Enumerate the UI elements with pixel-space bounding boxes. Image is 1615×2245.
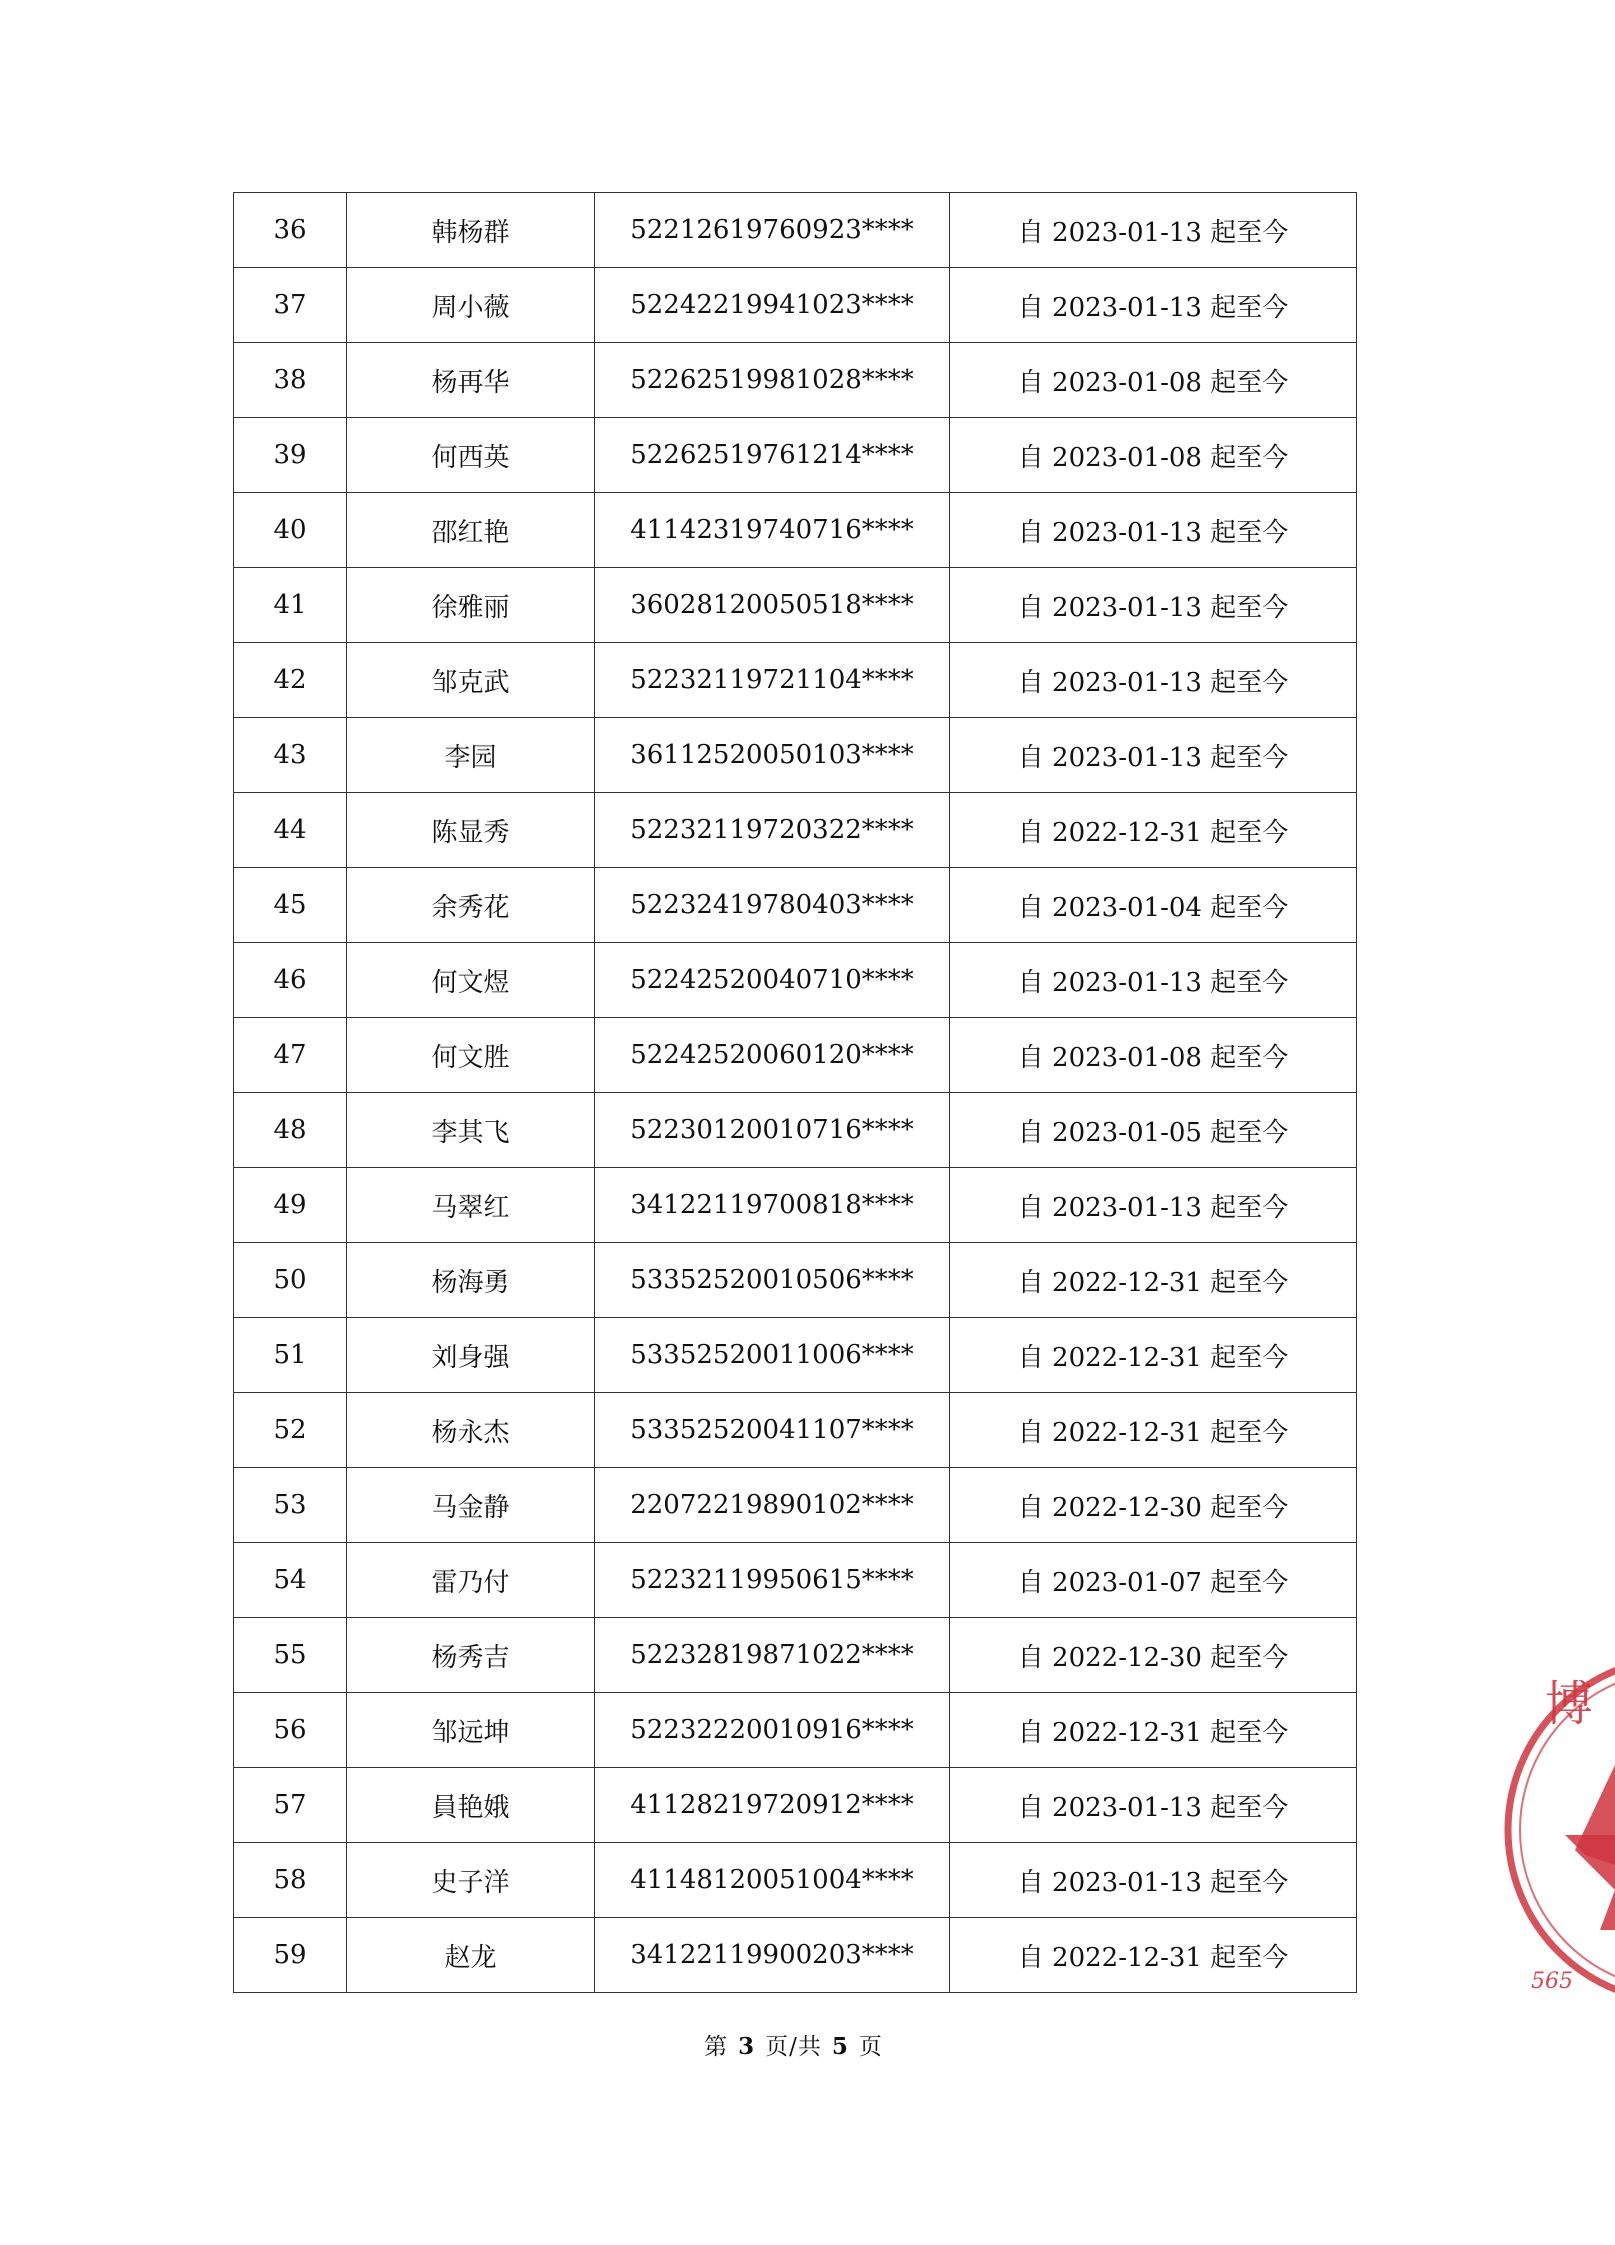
name-cell: 李其飞 xyxy=(347,1093,595,1168)
row-number-cell: 46 xyxy=(234,943,347,1018)
name-cell: 邹远坤 xyxy=(347,1693,595,1768)
id-number-cell: 52242219941023**** xyxy=(595,268,950,343)
period-cell: 自 2023-01-13 起至今 xyxy=(950,268,1357,343)
row-number-cell: 42 xyxy=(234,643,347,718)
table-row xyxy=(234,1018,1357,1093)
id-number-cell: 52232119721104**** xyxy=(595,643,950,718)
name-cell: 史子洋 xyxy=(347,1843,595,1918)
id-number-cell: 34122119900203**** xyxy=(595,1918,950,1993)
row-number-cell: 57 xyxy=(234,1768,347,1843)
roster-table xyxy=(233,192,1357,1993)
partial-official-seal xyxy=(1505,1640,1615,2020)
period-cell: 自 2023-01-13 起至今 xyxy=(950,493,1357,568)
id-number-cell: 52212619760923**** xyxy=(595,193,950,268)
period-cell: 自 2023-01-13 起至今 xyxy=(950,943,1357,1018)
id-number-cell: 52232819871022**** xyxy=(595,1618,950,1693)
row-number-cell: 52 xyxy=(234,1393,347,1468)
period-cell: 自 2023-01-13 起至今 xyxy=(950,568,1357,643)
id-number-cell: 52262519761214**** xyxy=(595,418,950,493)
table-row xyxy=(234,1468,1357,1543)
row-number-cell: 38 xyxy=(234,343,347,418)
current-page-number: 3 xyxy=(738,2033,756,2060)
id-number-cell: 41148120051004**** xyxy=(595,1843,950,1918)
page-footer xyxy=(0,2028,1587,2061)
table-row xyxy=(234,643,1357,718)
period-cell: 自 2023-01-13 起至今 xyxy=(950,1168,1357,1243)
name-cell: 何文胜 xyxy=(347,1018,595,1093)
id-number-cell: 41142319740716**** xyxy=(595,493,950,568)
id-number-cell: 52232220010916**** xyxy=(595,1693,950,1768)
period-cell: 自 2022-12-31 起至今 xyxy=(950,793,1357,868)
id-number-cell: 53352520010506**** xyxy=(595,1243,950,1318)
id-number-cell: 52232119720322**** xyxy=(595,793,950,868)
footer-suffix: 页 xyxy=(858,2034,883,2060)
period-cell: 自 2023-01-05 起至今 xyxy=(950,1093,1357,1168)
table-row xyxy=(234,568,1357,643)
table-row xyxy=(234,1318,1357,1393)
table-row xyxy=(234,1768,1357,1843)
row-number-cell: 41 xyxy=(234,568,347,643)
period-cell: 自 2023-01-04 起至今 xyxy=(950,868,1357,943)
id-number-cell: 34122119700818**** xyxy=(595,1168,950,1243)
id-number-cell: 53352520041107**** xyxy=(595,1393,950,1468)
name-cell: 余秀花 xyxy=(347,868,595,943)
table-row xyxy=(234,793,1357,868)
table-row xyxy=(234,343,1357,418)
table-row xyxy=(234,493,1357,568)
id-number-cell: 52232419780403**** xyxy=(595,868,950,943)
table-row xyxy=(234,1093,1357,1168)
row-number-cell: 51 xyxy=(234,1318,347,1393)
table-row xyxy=(234,1543,1357,1618)
name-cell: 杨秀吉 xyxy=(347,1618,595,1693)
name-cell: 雷乃付 xyxy=(347,1543,595,1618)
name-cell: 杨海勇 xyxy=(347,1243,595,1318)
name-cell: 何文煜 xyxy=(347,943,595,1018)
seal-text-bottom: 565 xyxy=(1531,1969,1573,1994)
row-number-cell: 54 xyxy=(234,1543,347,1618)
name-cell: 邹克武 xyxy=(347,643,595,718)
row-number-cell: 50 xyxy=(234,1243,347,1318)
name-cell: 杨永杰 xyxy=(347,1393,595,1468)
name-cell: 刘身强 xyxy=(347,1318,595,1393)
row-number-cell: 44 xyxy=(234,793,347,868)
period-cell: 自 2023-01-13 起至今 xyxy=(950,193,1357,268)
table-row xyxy=(234,418,1357,493)
table-row xyxy=(234,1693,1357,1768)
row-number-cell: 37 xyxy=(234,268,347,343)
name-cell: 马金静 xyxy=(347,1468,595,1543)
id-number-cell: 52262519981028**** xyxy=(595,343,950,418)
id-number-cell: 52232119950615**** xyxy=(595,1543,950,1618)
name-cell: 邵红艳 xyxy=(347,493,595,568)
name-cell: 何西英 xyxy=(347,418,595,493)
row-number-cell: 45 xyxy=(234,868,347,943)
row-number-cell: 48 xyxy=(234,1093,347,1168)
id-number-cell: 53352520011006**** xyxy=(595,1318,950,1393)
footer-middle: 页/共 xyxy=(765,2034,822,2060)
table-row xyxy=(234,1393,1357,1468)
total-page-number: 5 xyxy=(831,2033,849,2060)
period-cell: 自 2022-12-30 起至今 xyxy=(950,1618,1357,1693)
row-number-cell: 36 xyxy=(234,193,347,268)
row-number-cell: 55 xyxy=(234,1618,347,1693)
id-number-cell: 36112520050103**** xyxy=(595,718,950,793)
table-row xyxy=(234,868,1357,943)
table-row xyxy=(234,268,1357,343)
table-row xyxy=(234,718,1357,793)
roster-table-wrap xyxy=(233,192,1356,1993)
name-cell: 赵龙 xyxy=(347,1918,595,1993)
period-cell: 自 2022-12-31 起至今 xyxy=(950,1393,1357,1468)
row-number-cell: 53 xyxy=(234,1468,347,1543)
table-row xyxy=(234,943,1357,1018)
table-row xyxy=(234,193,1357,268)
name-cell: 杨再华 xyxy=(347,343,595,418)
period-cell: 自 2023-01-13 起至今 xyxy=(950,1768,1357,1843)
row-number-cell: 39 xyxy=(234,418,347,493)
row-number-cell: 47 xyxy=(234,1018,347,1093)
period-cell: 自 2023-01-13 起至今 xyxy=(950,643,1357,718)
period-cell: 自 2022-12-31 起至今 xyxy=(950,1318,1357,1393)
row-number-cell: 59 xyxy=(234,1918,347,1993)
row-number-cell: 56 xyxy=(234,1693,347,1768)
name-cell: 马翠红 xyxy=(347,1168,595,1243)
period-cell: 自 2023-01-13 起至今 xyxy=(950,718,1357,793)
period-cell: 自 2023-01-07 起至今 xyxy=(950,1543,1357,1618)
row-number-cell: 49 xyxy=(234,1168,347,1243)
period-cell: 自 2023-01-13 起至今 xyxy=(950,1843,1357,1918)
period-cell: 自 2023-01-08 起至今 xyxy=(950,418,1357,493)
name-cell: 周小薇 xyxy=(347,268,595,343)
name-cell: 員艳娥 xyxy=(347,1768,595,1843)
id-number-cell: 52230120010716**** xyxy=(595,1093,950,1168)
id-number-cell: 41128219720912**** xyxy=(595,1768,950,1843)
seal-graphic xyxy=(1505,1640,1615,2020)
table-row xyxy=(234,1243,1357,1318)
row-number-cell: 58 xyxy=(234,1843,347,1918)
roster-table-body xyxy=(234,193,1357,1993)
table-row xyxy=(234,1918,1357,1993)
name-cell: 李园 xyxy=(347,718,595,793)
period-cell: 自 2023-01-08 起至今 xyxy=(950,343,1357,418)
id-number-cell: 22072219890102**** xyxy=(595,1468,950,1543)
row-number-cell: 43 xyxy=(234,718,347,793)
id-number-cell: 52242520040710**** xyxy=(595,943,950,1018)
period-cell: 自 2023-01-08 起至今 xyxy=(950,1018,1357,1093)
id-number-cell: 52242520060120**** xyxy=(595,1018,950,1093)
row-number-cell: 40 xyxy=(234,493,347,568)
table-row xyxy=(234,1168,1357,1243)
period-cell: 自 2022-12-31 起至今 xyxy=(950,1693,1357,1768)
name-cell: 徐雅丽 xyxy=(347,568,595,643)
name-cell: 陈显秀 xyxy=(347,793,595,868)
table-row xyxy=(234,1618,1357,1693)
id-number-cell: 36028120050518**** xyxy=(595,568,950,643)
seal-text-top: 博 xyxy=(1545,1676,1594,1732)
period-cell: 自 2022-12-31 起至今 xyxy=(950,1918,1357,1993)
period-cell: 自 2022-12-30 起至今 xyxy=(950,1468,1357,1543)
period-cell: 自 2022-12-31 起至今 xyxy=(950,1243,1357,1318)
name-cell: 韩杨群 xyxy=(347,193,595,268)
footer-prefix: 第 xyxy=(704,2034,729,2060)
table-row xyxy=(234,1843,1357,1918)
